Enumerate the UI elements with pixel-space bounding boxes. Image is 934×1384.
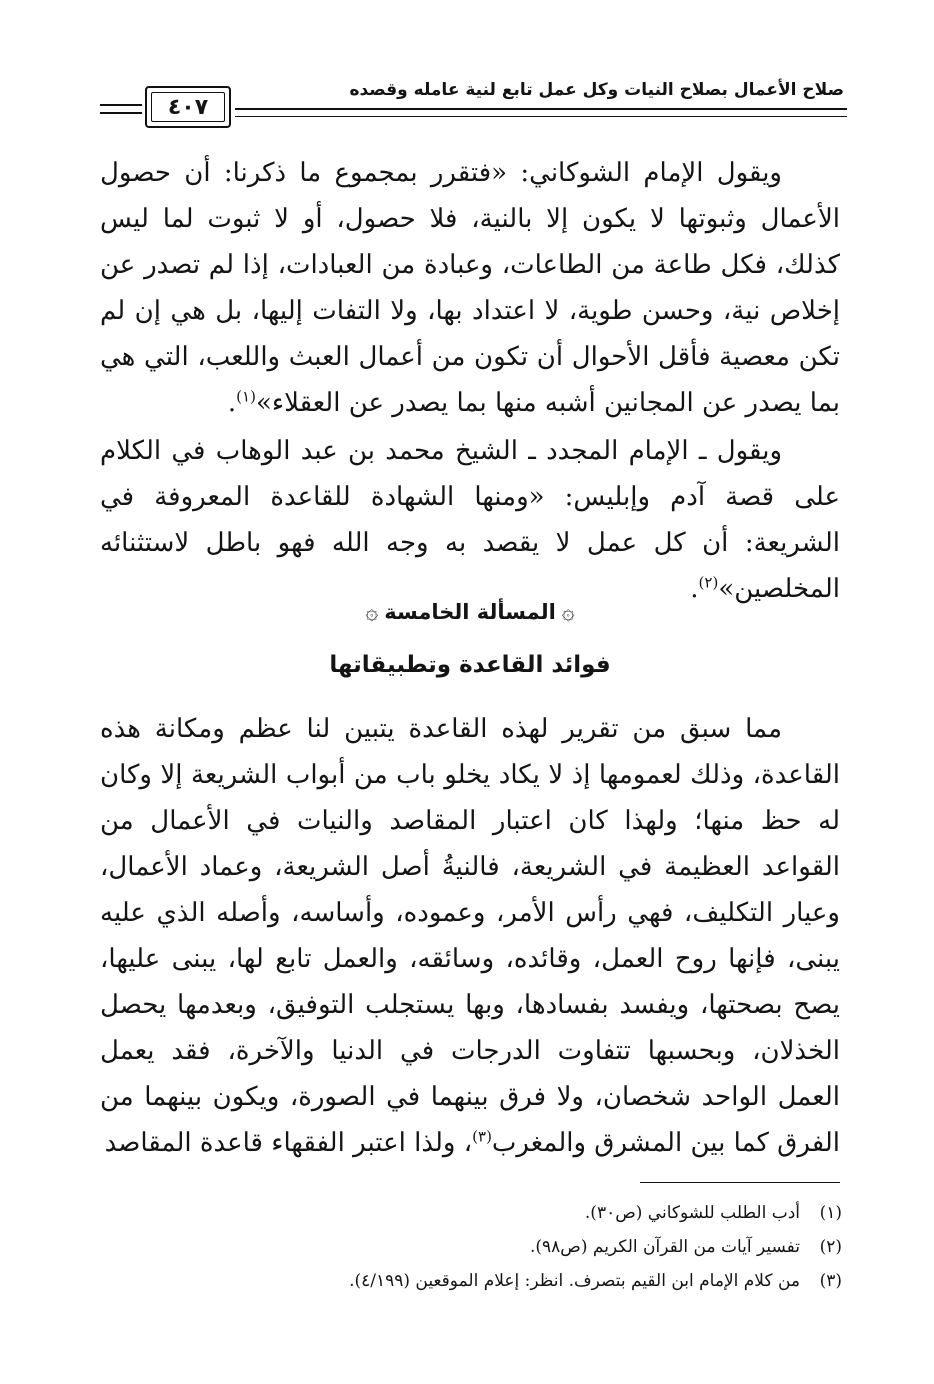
footnote-2	[102, 1230, 842, 1264]
paragraph-tail: ، ولذا اعتبر الفقهاء قاعدة المقاصد	[104, 1128, 473, 1158]
paragraph-tail: .	[227, 388, 237, 418]
header-rule	[235, 108, 847, 117]
paragraph-tail: .	[690, 574, 699, 604]
page-number: ٤٠٧	[145, 86, 231, 128]
footnote-number: (٢)	[819, 1237, 842, 1257]
footnote-ref-3: (٣)	[472, 1127, 492, 1146]
header-rule-left	[100, 104, 142, 114]
footnote-number: (١)	[819, 1203, 842, 1223]
paragraph-ibn-abdulwahhab-quote	[100, 428, 840, 612]
footnote-separator	[640, 1182, 840, 1183]
ornament-star-icon: ۞	[561, 600, 575, 625]
paragraph-text: مما سبق من تقرير لهذه القاعدة يتبين لنا عظم ومكانة هذه القاعدة، وذلك لعمومها إذ لا يكاد يخلو باب من أبواب الشريعة إلا وكان له حظ منها؛ ولهذا كان اعتبار المقاصد والنيات في الأعمال من القواعد العظيمة في الشريعة، فالنيةُ أصل الشريعة، وعماد الأعمال، وعيار التكليف، فهي رأس الأمر، وعموده، وأساسه، وأصله الذي عليه يبنى، فإنها روح العمل، وقائده، وسائقه، والعمل تابع لها، يبنى عليها، يصح بصحتها، ويفسد بفسادها، وبها يستجلب التوفيق، وبعدمها يحصل الخذلان، وبحسبها تتفاوت الدرجات في الدنيا والآخرة، فقد يعمل العمل الواحد شخصان، ولا فرق بينهما في الصورة، ويكون بينهما من الفرق كما بين المشرق والمغرب	[100, 714, 840, 1158]
section-heading-text: المسألة الخامسة	[384, 600, 556, 624]
paragraph-benefits	[100, 706, 840, 1166]
footnote-ref-1: (١)	[236, 387, 256, 406]
section-subheading: فوائد القاعدة وتطبيقاتها	[329, 652, 611, 678]
footnote-3	[102, 1264, 842, 1298]
paragraph-shawkani-quote	[100, 150, 840, 426]
paragraph-text: ويقول الإمام الشوكاني: «فتقرر بمجموع ما ذكرنا: أن حصول الأعمال وثبوتها لا يكون إلا بالنية، فلا حصول، أو لا ثبوت لما ليس كذلك، فكل طاعة من الطاعات، وعبادة من العبادات، إذا لم تصدر عن إخلاص نية، وحسن طوية، لا اعتداد بها، ولا التفات إليها، بل هي إن لم تكن معصية فأقل الأحوال أن تكون من أعمال العبث واللعب، التي هي بما يصدر عن المجانين أشبه منها بما يصدر عن العقلاء»	[100, 158, 840, 418]
running-header: صلاح الأعمال بصلاح النيات وكل عمل تابع لنية عامله وقصده	[349, 80, 844, 100]
footnote-number: (٣)	[819, 1271, 842, 1291]
footnote-text: تفسير آيات من القرآن الكريم (ص٩٨).	[529, 1237, 800, 1257]
footnote-text: أدب الطلب للشوكاني (ص٣٠).	[584, 1203, 800, 1223]
footnote-ref-2: (٢)	[698, 573, 719, 592]
ornament-star-icon: ۞	[365, 600, 379, 625]
section-heading	[100, 600, 840, 625]
footnotes	[102, 1196, 842, 1298]
footnote-text: من كلام الإمام ابن القيم بتصرف. انظر: إعلام الموقعين (٤/١٩٩).	[349, 1271, 800, 1291]
footnote-1	[102, 1196, 842, 1230]
paragraph-text: ويقول ـ الإمام المجدد ـ الشيخ محمد بن عبد الوهاب في الكلام على قصة آدم وإبليس: «ومنها الشهادة للقاعدة المعروفة في الشريعة: أن كل عمل لا يقصد به وجه الله فهو باطل لاستثنائه المخلصين»	[100, 436, 840, 604]
